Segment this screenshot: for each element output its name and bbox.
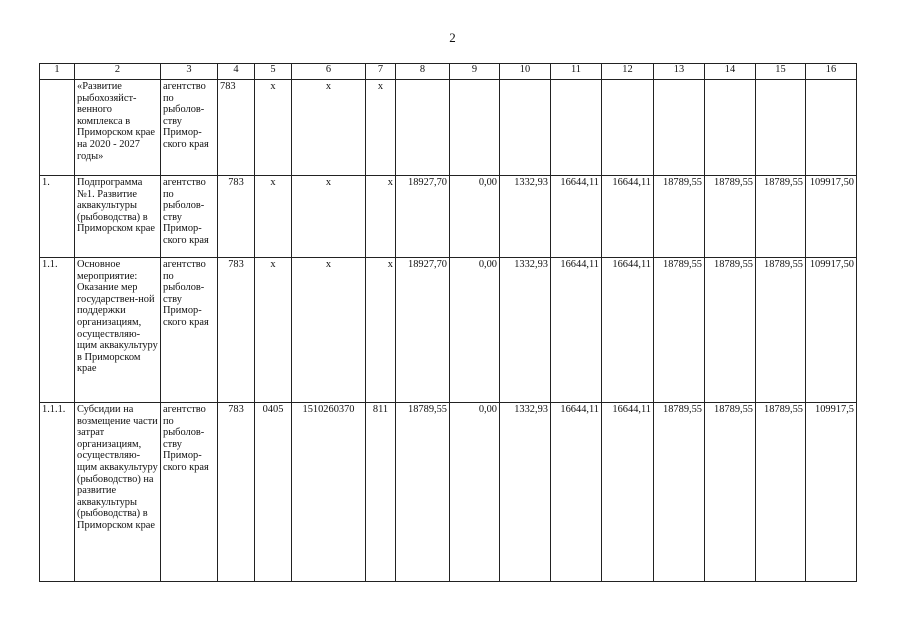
column-header: 15: [756, 64, 806, 80]
cell-name: Подпрограмма №1. Развитие аквакультуры (рыбоводства) в Приморском крае: [75, 176, 161, 258]
cell-value: [396, 80, 450, 176]
cell-value: 1332,93: [500, 258, 551, 403]
cell-executor: агентство по рыболов-ству Примор-ского края: [161, 258, 218, 403]
cell-value: 1332,93: [500, 176, 551, 258]
cell-code: 783: [218, 80, 255, 176]
table-row: [40, 258, 857, 403]
cell-value: [500, 80, 551, 176]
table-row: [40, 80, 857, 176]
cell-value: [551, 80, 602, 176]
column-header: 8: [396, 64, 450, 80]
cell-executor: агентство по рыболов-ству Примор-ского края: [161, 80, 218, 176]
column-header: 5: [255, 64, 292, 80]
cell-value: 18927,70: [396, 258, 450, 403]
column-header: 7: [366, 64, 396, 80]
cell-value: 1332,93: [500, 403, 551, 582]
cell-value: [705, 80, 756, 176]
cell-executor: агентство по рыболов-ству Примор-ского края: [161, 176, 218, 258]
cell-number: 1.1.1.: [40, 403, 75, 582]
cell-value: 0,00: [450, 258, 500, 403]
column-header: 2: [75, 64, 161, 80]
cell-code: x: [366, 258, 396, 403]
cell-value: [756, 80, 806, 176]
column-header: 3: [161, 64, 218, 80]
cell-value: 109917,50: [806, 176, 857, 258]
cell-value: 16644,11: [551, 258, 602, 403]
cell-value: [450, 80, 500, 176]
cell-number: 1.1.: [40, 258, 75, 403]
column-header: 12: [602, 64, 654, 80]
column-header: 13: [654, 64, 705, 80]
cell-number: 1.: [40, 176, 75, 258]
cell-code: 1510260370: [292, 403, 366, 582]
cell-value: 18789,55: [654, 403, 705, 582]
cell-code: x: [255, 176, 292, 258]
cell-code: x: [255, 80, 292, 176]
cell-value: 109917,50: [806, 258, 857, 403]
cell-name: Субсидии на возмещение части затрат организациям, осуществляю-щим аквакультуру (рыбоводство) на развитие аквакультуры (рыбоводства) в Приморском крае: [75, 403, 161, 582]
cell-value: 0,00: [450, 403, 500, 582]
cell-code: 783: [218, 176, 255, 258]
column-header: 6: [292, 64, 366, 80]
column-header: 9: [450, 64, 500, 80]
cell-code: x: [292, 176, 366, 258]
cell-value: 18789,55: [654, 176, 705, 258]
cell-code: 811: [366, 403, 396, 582]
cell-value: 16644,11: [551, 176, 602, 258]
cell-executor: агентство по рыболов-ству Примор-ского края: [161, 403, 218, 582]
cell-value: 18789,55: [705, 258, 756, 403]
cell-value: 109917,5: [806, 403, 857, 582]
cell-name: Основное мероприятие: Оказание мер государствен-ной поддержки организациям, осуществляю-щим аквакультуру в Приморском крае: [75, 258, 161, 403]
cell-value: 18789,55: [705, 403, 756, 582]
cell-value: 18789,55: [756, 403, 806, 582]
cell-value: 16644,11: [602, 176, 654, 258]
column-header: 1: [40, 64, 75, 80]
table-row: [40, 403, 857, 582]
cell-value: [806, 80, 857, 176]
cell-code: x: [292, 80, 366, 176]
table-row: [40, 176, 857, 258]
cell-value: 18927,70: [396, 176, 450, 258]
cell-code: x: [366, 176, 396, 258]
cell-value: 18789,55: [396, 403, 450, 582]
header-row: [40, 64, 857, 80]
cell-value: 18789,55: [705, 176, 756, 258]
cell-value: 18789,55: [654, 258, 705, 403]
cell-value: 16644,11: [551, 403, 602, 582]
column-header: 10: [500, 64, 551, 80]
page-number: 2: [449, 30, 456, 45]
column-header: 16: [806, 64, 857, 80]
cell-value: 18789,55: [756, 258, 806, 403]
cell-number: [40, 80, 75, 176]
cell-code: 783: [218, 258, 255, 403]
cell-value: [602, 80, 654, 176]
cell-code: x: [292, 258, 366, 403]
cell-name: «Развитие рыбохозяйст-венного комплекса в Приморском крае на 2020 - 2027 годы»: [75, 80, 161, 176]
cell-value: 18789,55: [756, 176, 806, 258]
cell-code: 783: [218, 403, 255, 582]
column-header: 11: [551, 64, 602, 80]
column-header: 14: [705, 64, 756, 80]
cell-value: 16644,11: [602, 258, 654, 403]
cell-code: x: [366, 80, 396, 176]
budget-table: [39, 63, 857, 582]
cell-code: 0405: [255, 403, 292, 582]
cell-value: 16644,11: [602, 403, 654, 582]
cell-value: 0,00: [450, 176, 500, 258]
column-header: 4: [218, 64, 255, 80]
cell-code: x: [255, 258, 292, 403]
cell-value: [654, 80, 705, 176]
